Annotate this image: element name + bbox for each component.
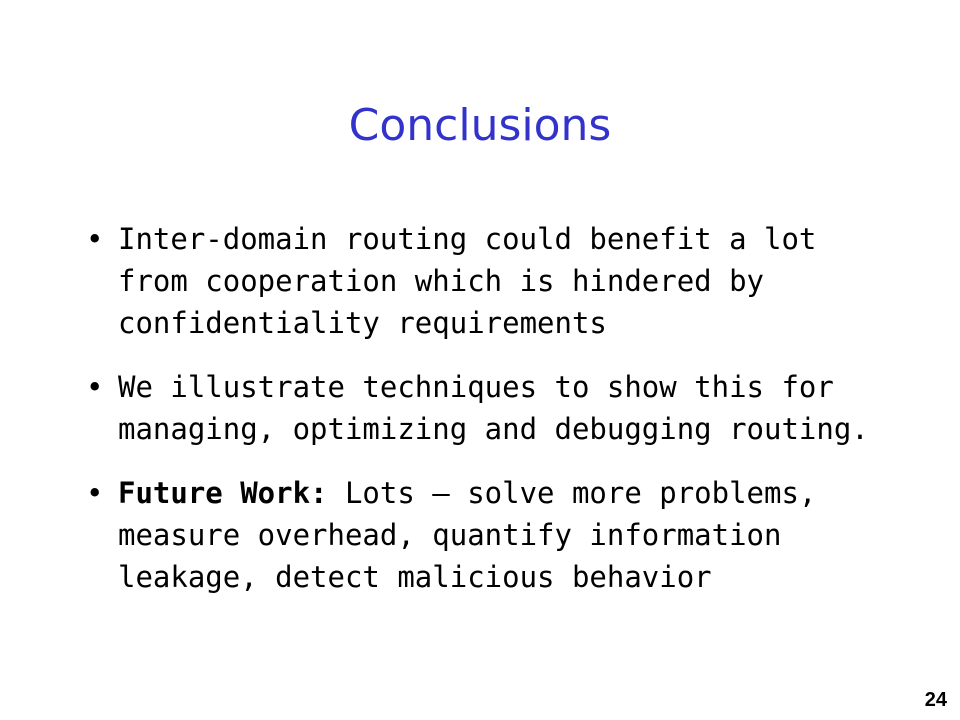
bullet-text: We illustrate techniques to show this for managing, optimizing and debugging routing. <box>118 370 869 446</box>
bullet-lead-label: Future Work: <box>118 476 328 510</box>
bullet-text: Inter-domain routing could benefit a lot from cooperation which is hindered by confidentiality requirements <box>118 222 817 340</box>
slide-title: Conclusions <box>348 100 612 151</box>
bullet-dot-icon: • <box>86 370 104 404</box>
bullet-item <box>86 218 886 344</box>
page-number: 24 <box>924 689 947 711</box>
bullet-dot-icon: • <box>86 222 104 256</box>
bullet-list <box>86 218 886 620</box>
bullet-text: Lots – solve more problems, measure overhead, quantify information leakage, detect malicious behavior <box>118 476 817 594</box>
bullet-item <box>86 472 886 598</box>
bullet-dot-icon: • <box>86 476 104 510</box>
bullet-item <box>86 366 886 450</box>
